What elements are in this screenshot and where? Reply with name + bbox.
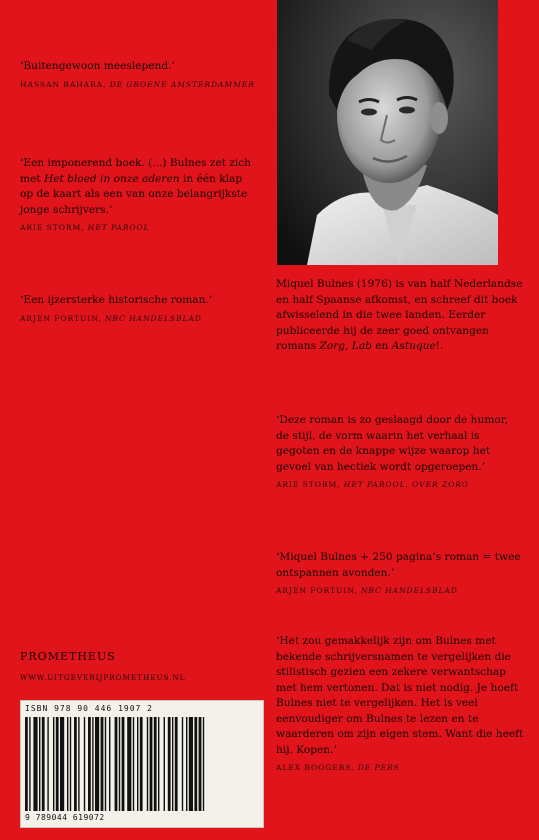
barcode-bar bbox=[164, 717, 165, 811]
barcode-bar bbox=[147, 717, 148, 811]
barcode-bar bbox=[137, 717, 138, 811]
barcode-bar bbox=[74, 717, 77, 811]
bio-text-part: , bbox=[345, 340, 352, 352]
barcode-bar bbox=[53, 717, 54, 811]
quote-block bbox=[276, 634, 524, 774]
barcode-bar bbox=[140, 717, 143, 811]
publisher-website: WWW.UITGEVERIJPROMETHEUS.NL bbox=[20, 673, 186, 682]
quote-publication: NRC HANDELSBLAD bbox=[360, 586, 458, 595]
barcode-bar bbox=[194, 717, 197, 811]
barcode-bar bbox=[115, 717, 118, 811]
quote-text: ‘Miquel Bulnes + 250 pagina’s roman = twee ontspannen avonden.’ bbox=[276, 551, 521, 579]
barcode-digits: 9 789044 619072 bbox=[25, 813, 105, 822]
barcode-bar bbox=[70, 717, 71, 811]
barcode-bar bbox=[29, 717, 30, 811]
quote-author: HASSAN BAHARA, bbox=[20, 79, 107, 89]
barcode bbox=[20, 700, 264, 828]
quote-attribution bbox=[20, 221, 252, 234]
barcode-bar bbox=[92, 717, 93, 811]
publisher-logo: PROMETHEUS bbox=[20, 650, 116, 663]
barcode-bar bbox=[182, 717, 183, 811]
quote-block bbox=[276, 413, 524, 491]
barcode-bar bbox=[42, 717, 45, 811]
quote-text-part: in één klap op de kaart als een van onze belangrijkste jonge schrijvers.’ bbox=[20, 172, 248, 216]
book-title: Lab bbox=[351, 340, 372, 352]
barcode-bar bbox=[154, 717, 157, 811]
barcode-bar bbox=[88, 717, 91, 811]
quote-block bbox=[20, 59, 275, 91]
barcode-bar bbox=[101, 717, 104, 811]
quote-author: ALEX BOOGERS, bbox=[276, 763, 355, 772]
quote-text: ‘Het zou gemakkelijk zijn om Bulnes met bekende schrijversnamen te vergelijken die stilistisch gezien een zekere verwantschap met hem vertonen. Dat is niet nodig. Je hoeft Bulnes niet te vergelijken. Het is veel eenvoudiger om Bulnes te lezen en te waarderen om zijn eigen stem. Want die heeft hij. Kopen.’ bbox=[276, 635, 524, 756]
barcode-bar bbox=[186, 717, 187, 811]
quote-publication: DE GROENE AMSTERDAMMER bbox=[109, 79, 255, 89]
barcode-bar bbox=[133, 717, 134, 811]
book-title: Het bloed in onze aderen bbox=[43, 172, 180, 185]
isbn-label: ISBN 978 90 446 1907 2 bbox=[25, 704, 153, 713]
barcode-bar bbox=[203, 717, 204, 811]
barcode-bar bbox=[56, 717, 59, 811]
barcode-bar bbox=[189, 717, 193, 811]
barcode-bar bbox=[33, 717, 37, 811]
barcode-bar bbox=[60, 717, 64, 811]
quote-publication: HET PAROOL bbox=[87, 223, 150, 232]
barcode-bar bbox=[122, 717, 125, 811]
book-title: Astuque bbox=[391, 340, 436, 352]
barcode-bar bbox=[95, 717, 99, 811]
quote-author: ARJEN FORTUIN, bbox=[276, 586, 358, 595]
barcode-bar bbox=[78, 717, 79, 811]
quote-attribution bbox=[20, 78, 275, 91]
quote-text: ‘Deze roman is zo geslaagd door de humor, de stijl, de vorm waarin het verhaal is gegoten en de knappe wijze waarop het gevoel van hectiek wordt opgeroepen.’ bbox=[276, 414, 509, 473]
quote-publication: DE PERS bbox=[357, 763, 400, 772]
barcode-bar bbox=[84, 717, 85, 811]
bio-text-part: !. bbox=[435, 340, 444, 352]
barcode-bar bbox=[168, 717, 171, 811]
barcode-bar bbox=[172, 717, 173, 811]
barcode-bar bbox=[199, 717, 202, 811]
quote-text: ‘Een ijzersterke historische roman.’ bbox=[20, 294, 213, 306]
quote-attribution bbox=[276, 761, 524, 774]
barcode-bar bbox=[150, 717, 153, 811]
quote-publication: NRC HANDELSBLAD bbox=[104, 313, 202, 323]
quote-attribution bbox=[20, 312, 275, 325]
author-photo bbox=[277, 0, 498, 265]
quote-author: ARIE STORM, bbox=[276, 480, 341, 489]
quote-block bbox=[276, 550, 524, 597]
barcode-bar bbox=[109, 717, 110, 811]
barcode-bars bbox=[25, 717, 259, 811]
book-title: Zorg bbox=[319, 340, 346, 352]
quote-author: ARJEN FORTUIN, bbox=[20, 313, 102, 323]
bio-text bbox=[276, 277, 524, 355]
quote-block bbox=[20, 156, 252, 234]
barcode-bar bbox=[47, 717, 48, 811]
barcode-bar bbox=[25, 717, 28, 811]
quote-text: ‘Buitengewoon meeslepend.’ bbox=[20, 60, 175, 72]
quote-text-part: ‘Een imponerend boek. (...) Bulnes zet zich met bbox=[20, 157, 251, 185]
barcode-bar bbox=[119, 717, 120, 811]
author-portrait-image bbox=[277, 0, 498, 265]
quote-attribution bbox=[276, 584, 524, 597]
barcode-bar bbox=[67, 717, 68, 811]
author-bio bbox=[276, 277, 524, 355]
barcode-bar bbox=[175, 717, 178, 811]
quote-attribution bbox=[276, 478, 524, 491]
barcode-bar bbox=[127, 717, 131, 811]
quote-publication: HET PAROOL, OVER ZORG bbox=[343, 480, 469, 489]
barcode-bar bbox=[105, 717, 106, 811]
barcode-bar bbox=[158, 717, 159, 811]
quote-block bbox=[20, 293, 275, 325]
bio-text-part: Miquel Bulnes (1976) is van half Nederlandse en half Spaanse afkomst, en schreef dit boek afwisselend in die twee landen. Eerder publiceerde hij de zeer goed ontvangen romans bbox=[276, 278, 523, 352]
quote-text bbox=[20, 156, 252, 218]
barcode-bar bbox=[39, 717, 40, 811]
quote-author: ARIE STORM, bbox=[20, 223, 85, 232]
bio-text-part: en bbox=[371, 340, 392, 352]
